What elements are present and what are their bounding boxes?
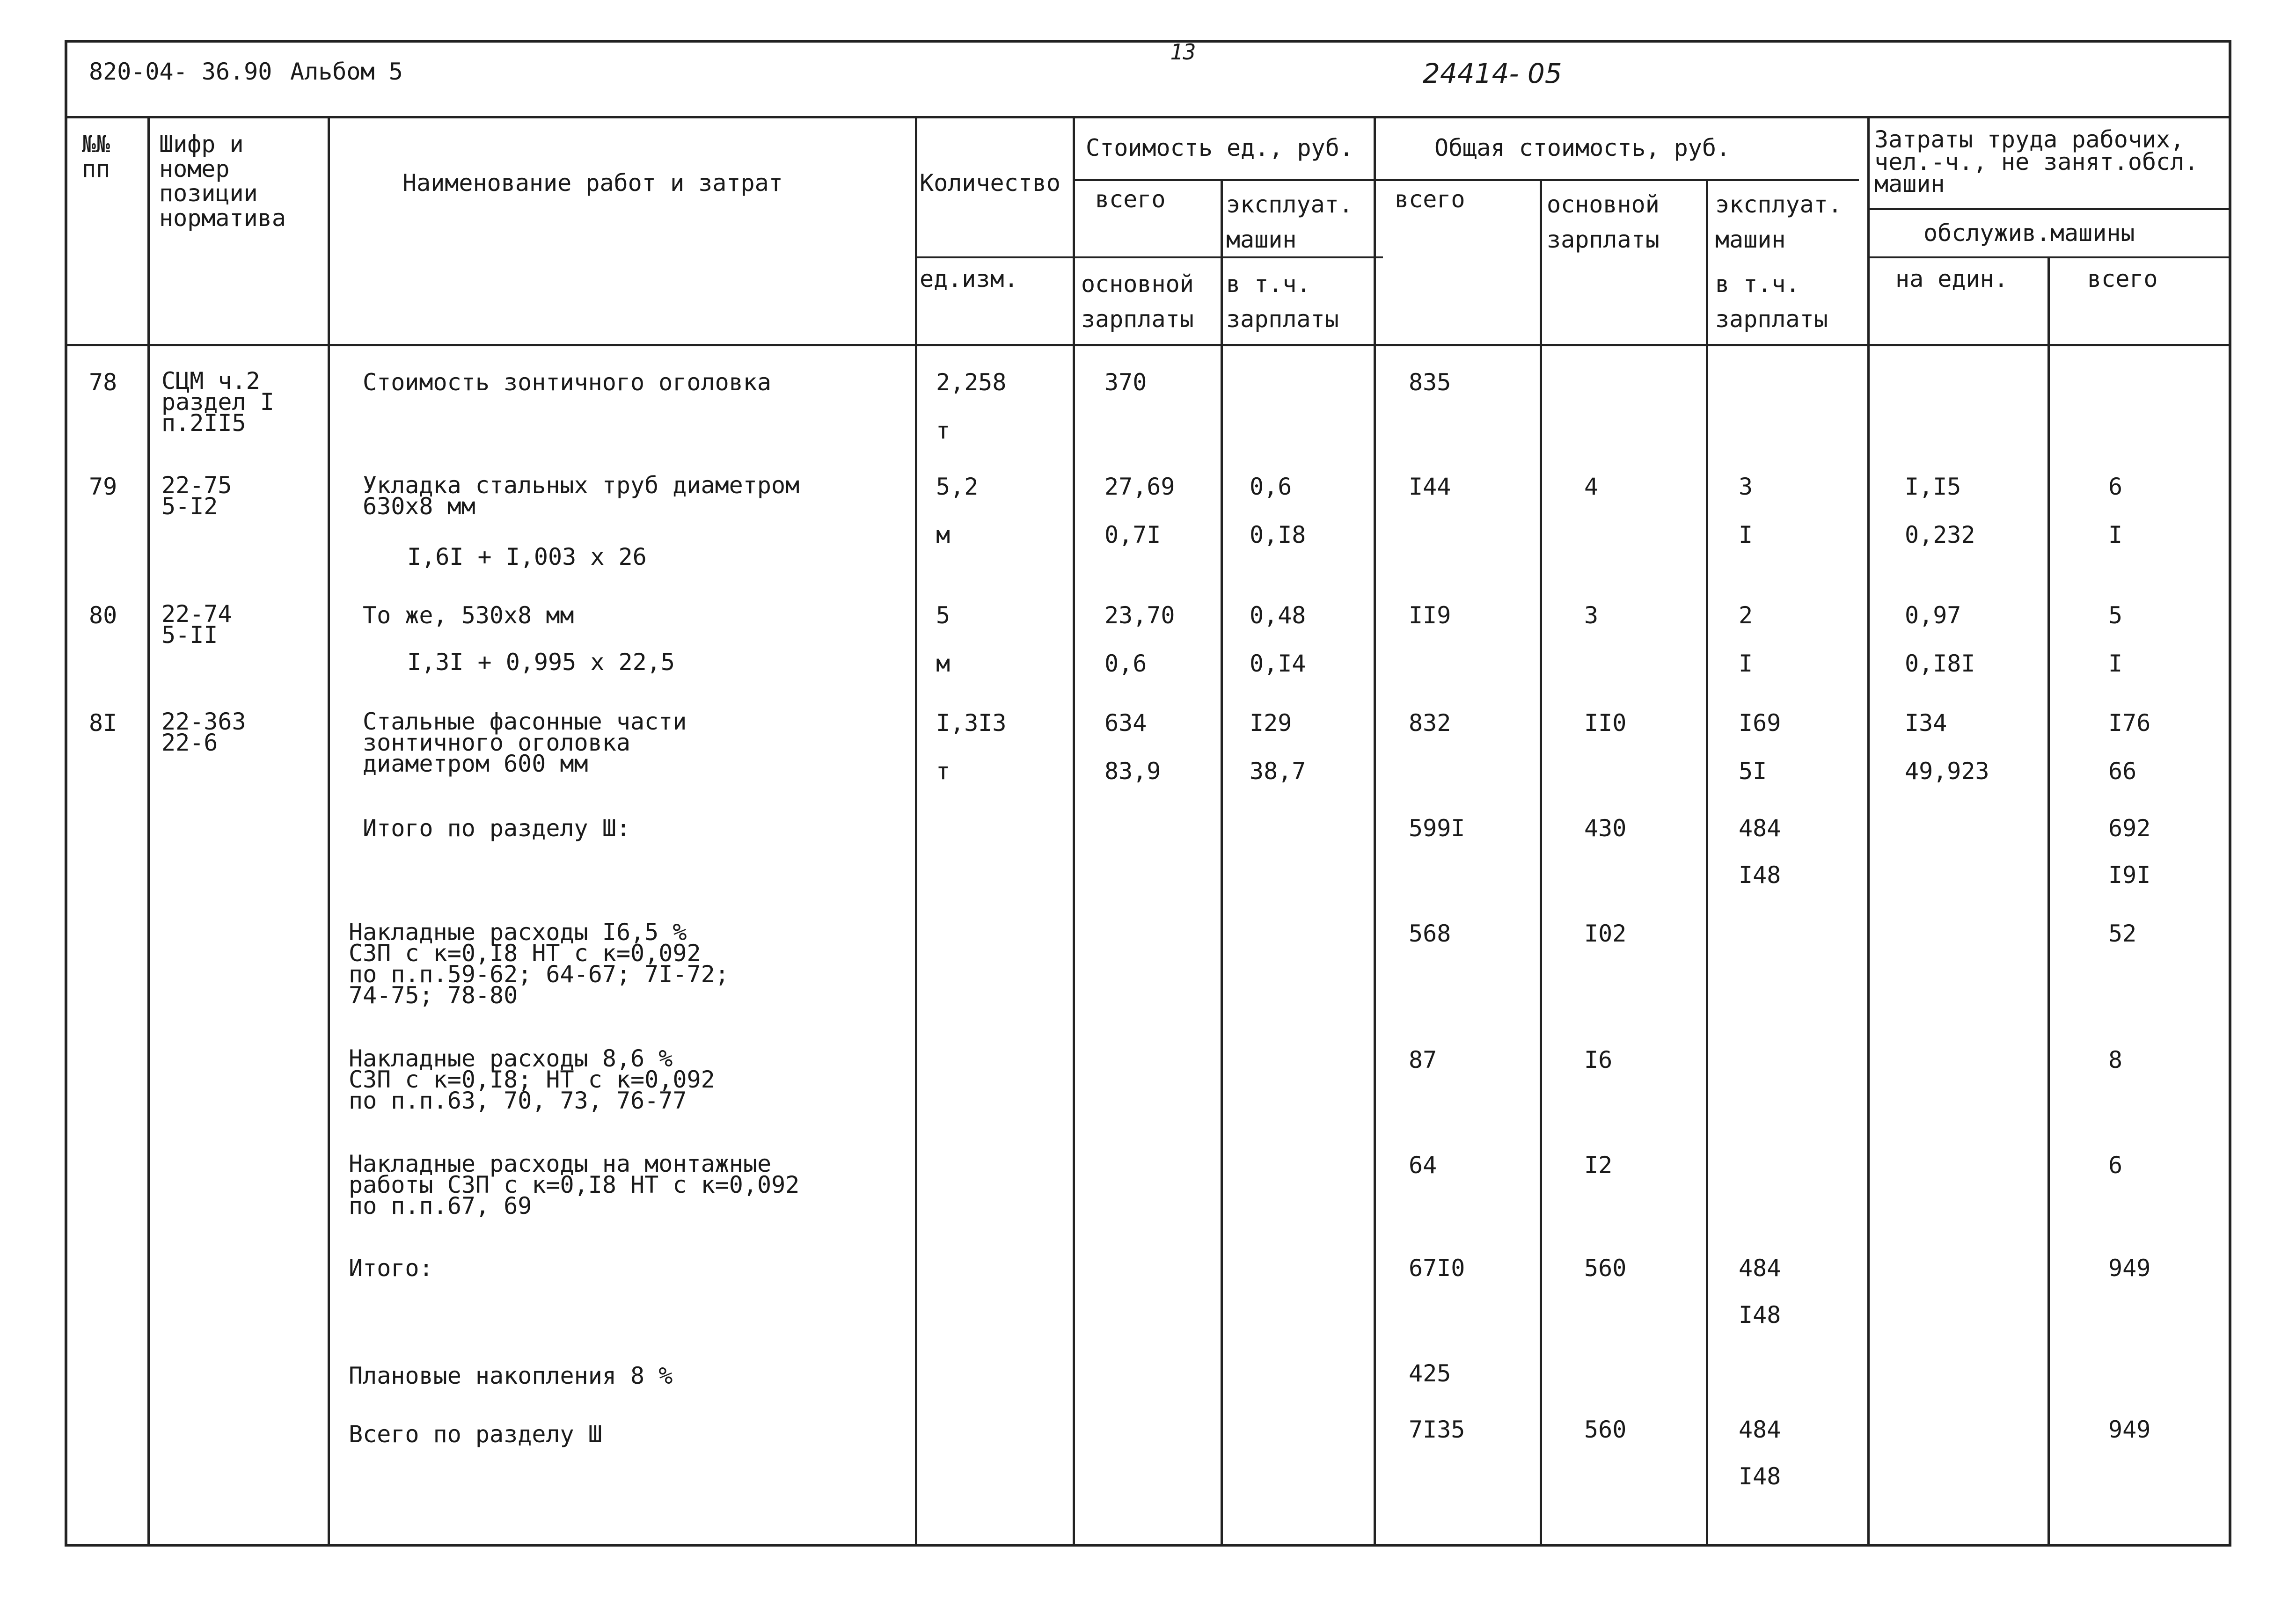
row-79-unit-mach: 0,6 [1250,473,1292,500]
summary-section-total-mach: 484 [1739,815,1781,842]
row-81-tot-base: II0 [1584,709,1627,737]
header-name: Наименование работ и затрат [402,169,783,197]
header-unit-incl: в т.ч. зарплаты [1226,270,1339,333]
summary-section-total-tot: 599I [1409,815,1465,842]
row-79-tot-base: 4 [1584,473,1599,500]
row-81-cipher: 22-363 22-6 [161,708,246,756]
summary-section-total-incl: I48 [1739,861,1781,889]
summary-section-total-labor-2: I9I [2108,861,2151,889]
labor-subheader-line-1 [1867,208,2231,210]
col-line-7 [1540,179,1542,1546]
row-80-tot-mach: 2 [1739,602,1753,629]
row-79-unit: м [936,521,951,548]
summary-grand-total-mach: 484 [1739,1416,1781,1443]
row-80-unit-incl: 0,I4 [1250,650,1306,677]
header-unit-total: всего [1095,186,1166,213]
summary-section-total-base: 430 [1584,815,1627,842]
doc-code: 820-04- 36.90 [89,58,272,85]
header-labor: Затраты труда рабочих, чел.-ч., не занят.обсл. машин [1874,126,2199,197]
row-81-unit-incl: 38,7 [1250,758,1306,785]
row-80-labor-unit-2: 0,I8I [1905,650,1975,677]
row-80-num: 80 [89,602,117,629]
header-tot-total: всего [1395,186,1465,213]
row-78-tot-total: 835 [1409,369,1451,396]
summary-itogo-base: 560 [1584,1255,1627,1282]
row-79-labor-unit-2: 0,232 [1905,521,1975,548]
row-81-labor-total: I76 [2108,709,2151,737]
row-80-unit-mach: 0,48 [1250,602,1306,629]
header-unit: ед.изм. [920,265,1018,292]
row-79-formula: I,6I + I,003 х 26 [407,543,647,570]
row-81-name: Стальные фасонные части зонтичного оголовка диаметром 600 мм [363,708,687,777]
header-unit-mach: эксплуат. машин [1226,191,1353,253]
row-79-labor-unit: I,I5 [1905,473,1961,500]
summary-overhead-mount-tot: 64 [1409,1152,1437,1179]
summary-itogo-tot: 67I0 [1409,1255,1465,1282]
row-79-labor-total-2: I [2108,521,2123,548]
summary-itogo-label: Итого: [349,1255,433,1282]
row-81-labor-unit-2: 49,923 [1905,758,1989,785]
header-total-cost: Общая стоимость, руб. [1434,134,1731,161]
col-line-6 [1374,116,1376,1546]
row-79-tot-total: I44 [1409,473,1451,500]
row-79-cipher: 22-75 5-I2 [161,472,232,520]
row-78-cipher: СЦМ ч.2 раздел I п.2II5 [161,367,274,437]
row-81-num: 8I [89,709,117,737]
row-78-num: 78 [89,369,117,396]
header-bottom-line [65,344,2231,346]
col-line-10 [2047,256,2050,1546]
row-80-labor-total-2: I [2108,650,2123,677]
row-79-tot-incl: I [1739,521,1753,548]
row-80-unit-base: 0,6 [1104,650,1147,677]
row-80-tot-total: II9 [1409,602,1451,629]
header-unit-cost: Стоимость ед., руб. [1086,134,1353,161]
page-number: 13 [1170,39,1196,65]
header-labor-unit: на един. [1895,265,2008,292]
row-80-tot-base: 3 [1584,602,1599,629]
header-cipher: Шифр и номер позиции норматива [159,131,286,232]
col-line-5 [1221,179,1223,1546]
row-80-cipher: 22-74 5-II [161,600,232,649]
summary-overhead-8-base: I6 [1584,1046,1613,1073]
row-78-unit: т [936,417,951,444]
summary-overhead-8-labor: 8 [2108,1046,2123,1073]
header-num: №№ пп [82,131,110,182]
subheader-line-1 [1073,179,1859,181]
header-labor-total: всего [2087,265,2158,292]
row-81-labor-unit: I34 [1905,709,1947,737]
summary-section-total-label: Итого по разделу Ш: [363,815,630,842]
row-81-unit-mach: I29 [1250,709,1292,737]
row-79-unit-total: 27,69 [1104,473,1175,500]
summary-overhead-16-tot: 568 [1409,920,1451,947]
summary-overhead-16-label: Накладные расходы I6,5 % СЗП с к=0,I8 НТ с к=0,092 по п.п.59-62; 64-67; 7I-72; 74-75; 78-80 [349,919,729,1009]
header-unit-base: основной зарплаты [1081,270,1194,333]
col-line-4 [1073,116,1075,1546]
row-79-labor-total: 6 [2108,473,2123,500]
row-80-unit-total: 23,70 [1104,602,1175,629]
header-tot-base: основной зарплаты [1547,191,1660,253]
col-line-8 [1706,179,1708,1546]
header-qty: Количество [920,169,1061,197]
summary-itogo-labor: 949 [2108,1255,2151,1282]
row-78-qty: 2,258 [936,369,1007,396]
row-80-formula: I,3I + 0,995 х 22,5 [407,649,675,676]
summary-itogo-incl: I48 [1739,1301,1781,1329]
summary-overhead-mount-label: Накладные расходы на монтажные работы СЗП с к=0,I8 НТ с к=0,092 по п.п.67, 69 [349,1150,800,1219]
row-81-tot-total: 832 [1409,709,1451,737]
row-78-name: Стоимость зонтичного оголовка [363,369,771,396]
header-top-line [65,116,2231,118]
summary-grand-total-tot: 7I35 [1409,1416,1465,1443]
summary-overhead-16-labor: 52 [2108,920,2137,947]
header-tot-mach: эксплуат. машин [1715,191,1842,253]
row-80-name: То же, 530х8 мм [363,602,574,629]
row-80-tot-incl: I [1739,650,1753,677]
row-81-unit-total: 634 [1104,709,1147,737]
summary-overhead-16-base: I02 [1584,920,1627,947]
summary-overhead-mount-labor: 6 [2108,1152,2123,1179]
col-line-9 [1867,116,1870,1546]
row-79-unit-base: 0,7I [1104,521,1161,548]
row-81-qty: I,3I3 [936,709,1007,737]
summary-overhead-8-label: Накладные расходы 8,6 % СЗП с к=0,I8; НТ с к=0,092 по п.п.63, 70, 73, 76-77 [349,1045,715,1114]
summary-section-total-labor: 692 [2108,815,2151,842]
row-80-labor-unit: 0,97 [1905,602,1961,629]
row-81-unit-base: 83,9 [1104,758,1161,785]
header-tot-incl: в т.ч. зарплаты [1715,270,1828,333]
row-80-unit: м [936,650,951,677]
row-79-num: 79 [89,473,117,500]
row-81-unit: т [936,758,951,785]
summary-overhead-mount-base: I2 [1584,1152,1613,1179]
album-label: Альбом 5 [290,58,403,85]
row-79-unit-incl: 0,I8 [1250,521,1306,548]
row-79-tot-mach: 3 [1739,473,1753,500]
row-81-tot-mach: I69 [1739,709,1781,737]
summary-itogo-mach: 484 [1739,1255,1781,1282]
handwritten-code: 24414- 05 [1423,58,1562,89]
row-80-labor-total: 5 [2108,602,2123,629]
summary-overhead-8-tot: 87 [1409,1046,1437,1073]
col-line-1 [147,116,150,1546]
header-labor-serv: обслужив.машины [1923,219,2135,247]
col-line-2 [328,116,330,1546]
summary-grand-total-base: 560 [1584,1416,1627,1443]
summary-planned-label: Плановые накопления 8 % [349,1362,673,1389]
col-line-3 [915,116,917,1546]
row-81-labor-total-2: 66 [2108,758,2137,785]
row-79-qty: 5,2 [936,473,979,500]
summary-grand-total-incl: I48 [1739,1463,1781,1490]
summary-grand-total-labor: 949 [2108,1416,2151,1443]
summary-grand-total-label: Всего по разделу Ш [349,1421,602,1448]
row-80-qty: 5 [936,602,951,629]
row-79-name: Укладка стальных труб диаметром 630х8 мм [363,472,800,520]
row-78-unit-total: 370 [1104,369,1147,396]
row-81-tot-incl: 5I [1739,758,1767,785]
summary-planned-tot: 425 [1409,1360,1451,1387]
